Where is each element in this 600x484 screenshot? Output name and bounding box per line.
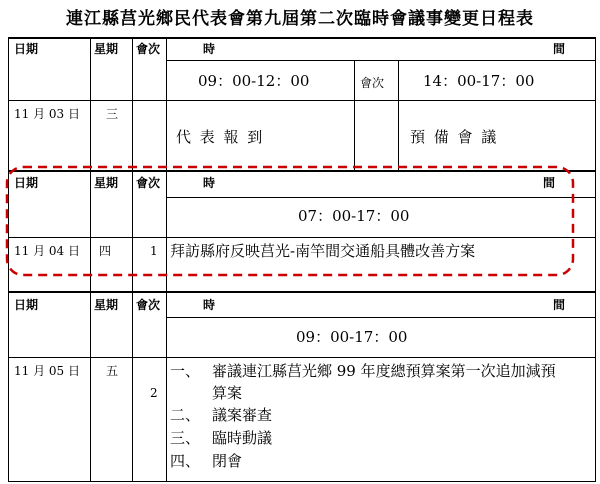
agenda-item-number: 二、 <box>170 406 201 424</box>
header-session: 會次 <box>136 176 161 190</box>
session-cell: 2 <box>150 386 158 400</box>
weekday-cell: 五 <box>106 364 119 378</box>
header-time: 時 <box>203 42 216 56</box>
agenda-item-continued: 算案 <box>212 384 243 402</box>
time-slot: 07：00-17：00 <box>298 207 410 225</box>
agenda-item-number: 四、 <box>170 452 201 470</box>
header-date: 日期 <box>14 42 39 56</box>
agenda-item: 閉會 <box>212 452 243 470</box>
date-cell: 11 月 04 日 <box>14 244 80 258</box>
date-cell: 11 月 03 日 <box>14 107 80 121</box>
agenda-item-pm: 預 備 會 議 <box>410 128 499 146</box>
agenda-item-number: 三、 <box>170 429 201 447</box>
header-time-end: 間 <box>553 42 566 56</box>
agenda-item: 臨時動議 <box>212 429 273 447</box>
time-slot: 09：00-17：00 <box>296 328 408 346</box>
header-date: 日期 <box>14 176 39 190</box>
time-slot-pm: 14：00-17：00 <box>423 72 535 90</box>
header-session-2: 會次 <box>360 76 385 90</box>
weekday-cell: 三 <box>106 107 119 121</box>
date-cell: 11 月 05 日 <box>14 364 80 378</box>
header-session: 會次 <box>136 298 161 312</box>
header-weekday: 星期 <box>94 298 119 312</box>
agenda-item: 議案審查 <box>212 406 273 424</box>
header-time: 時 <box>203 298 216 312</box>
page-title: 連江縣莒光鄉民代表會第九屆第二次臨時會議事變更日程表 <box>66 9 534 29</box>
header-time-end: 間 <box>553 298 566 312</box>
header-weekday: 星期 <box>94 42 119 56</box>
time-slot-am: 09：00-12：00 <box>198 72 310 90</box>
agenda-item-number: 一、 <box>170 362 201 380</box>
header-weekday: 星期 <box>94 176 119 190</box>
header-time-end: 間 <box>543 176 556 190</box>
weekday-cell: 四 <box>99 244 112 258</box>
agenda-item: 審議連江縣莒光鄉 99 年度總預算案第一次追加減預 <box>212 362 556 380</box>
session-cell: 1 <box>150 244 158 258</box>
header-session: 會次 <box>136 42 161 56</box>
agenda-item: 拜訪縣府反映莒光-南竿間交通船具體改善方案 <box>170 242 476 260</box>
header-date: 日期 <box>14 298 39 312</box>
agenda-item-am: 代 表 報 到 <box>176 128 265 146</box>
header-time: 時 <box>203 176 216 190</box>
